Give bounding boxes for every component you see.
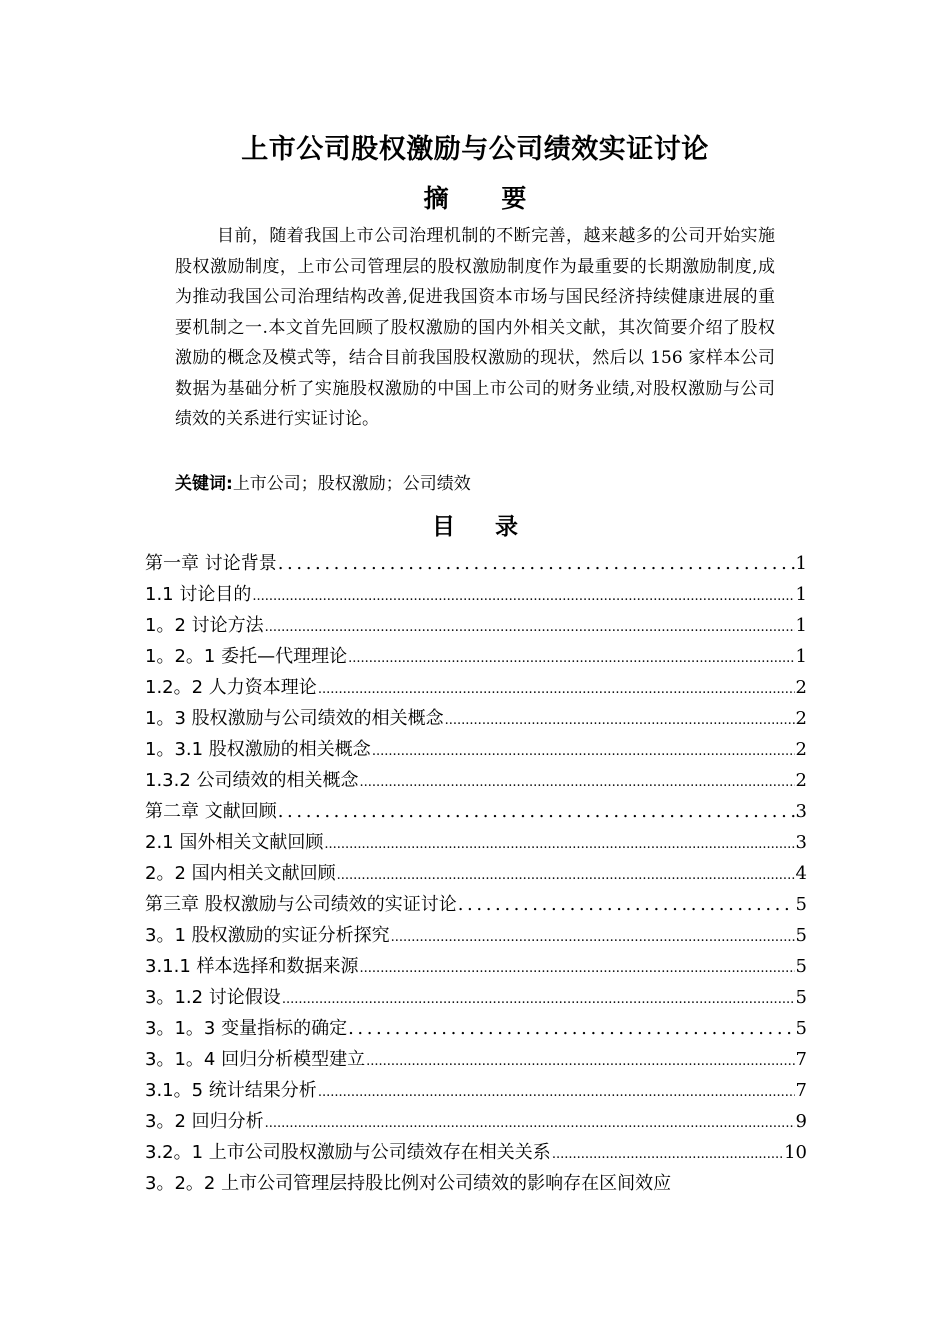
toc-page-number: 3 (795, 832, 807, 853)
toc-entry-title: 1。3.1 股权激励的相关概念 (145, 739, 371, 760)
toc-entry[interactable] (145, 889, 807, 920)
toc-entry[interactable] (145, 1106, 807, 1137)
toc-entry[interactable] (145, 548, 807, 579)
toc-page-number: 1 (795, 646, 807, 667)
toc-entry-title: 第三章 股权激励与公司绩效的实证讨论 (145, 894, 457, 915)
toc-leader-dots (552, 1139, 783, 1168)
abstract-heading: 摘 要 (423, 184, 549, 213)
toc-entry-title: 第二章 文献回顾 (145, 801, 277, 822)
toc-entry[interactable] (145, 1168, 807, 1199)
toc-leader-dots (265, 612, 795, 641)
toc-leader-dots (318, 674, 795, 703)
toc-page-number: 5 (795, 1018, 807, 1039)
toc-entry-title: 3。1。3 变量指标的确定 (145, 1018, 348, 1039)
toc-page-number: 5 (795, 894, 807, 915)
toc-leader-dots (348, 1013, 794, 1044)
toc-leader-dots (360, 767, 795, 796)
toc-page-number: 5 (795, 956, 807, 977)
toc-page-number: 2 (795, 708, 807, 729)
toc-entry-title: 3。2。2 上市公司管理层持股比例对公司绩效的影响存在区间效应 (145, 1173, 672, 1194)
toc-page-number: 9 (795, 1111, 807, 1132)
toc-entry-title: 1。2。1 委托—代理理论 (145, 646, 348, 667)
toc-leader-dots (278, 548, 795, 579)
toc-leader-dots (278, 796, 795, 827)
keywords-value: 上市公司；股权激励；公司绩效 (232, 474, 471, 494)
toc-leader-dots (348, 643, 794, 672)
toc-entry[interactable] (145, 610, 807, 641)
toc-leader-dots (252, 581, 794, 610)
toc-page-number: 5 (795, 925, 807, 946)
toc-page-number: 4 (795, 863, 807, 884)
toc-page-number: 5 (795, 987, 807, 1008)
table-of-contents (145, 548, 807, 1199)
toc-entry[interactable] (145, 920, 807, 951)
toc-page-number: 1 (795, 584, 807, 605)
toc-entry-title: 3。1。4 回归分析模型建立 (145, 1049, 366, 1070)
toc-leader-dots (318, 1077, 795, 1106)
toc-entry-title: 1.2。2 人力资本理论 (145, 677, 317, 698)
toc-entry[interactable] (145, 703, 807, 734)
toc-page-number: 2 (795, 770, 807, 791)
keywords-label: 关键词: (175, 474, 233, 494)
toc-entry[interactable] (145, 1044, 807, 1075)
toc-page-number: 3 (795, 801, 807, 822)
toc-leader-dots (360, 953, 795, 982)
toc-entry[interactable] (145, 672, 807, 703)
toc-entry-title: 1。3 股权激励与公司绩效的相关概念 (145, 708, 444, 729)
toc-page-number: 1 (795, 553, 807, 574)
toc-entry[interactable] (145, 982, 807, 1013)
toc-leader-dots (337, 860, 795, 889)
toc-entry[interactable] (145, 765, 807, 796)
toc-page-number: 7 (795, 1049, 807, 1070)
toc-entry[interactable] (145, 796, 807, 827)
abstract-text: 目前，随着我国上市公司治理机制的不断完善，越来越多的公司开始实施股权激励制度，上市公司管理层的股权激励制度作为最重要的长期激励制度,成为推动我国公司治理结构改善,促进我国资本市场与国民经济持续健康进展的重要机制之一.本文首先回顾了股权激励的国内外相关文献，其次简要介绍了股权激励的概念及模式等，结合目前我国股权激励的现状，然后以 156 家样本公司数据为基础分析了实施股权激励的中国上市公司的财务业绩,对股权激励与公司绩效的关系进行实证讨论。 (175, 226, 775, 429)
toc-page-number: 7 (795, 1080, 807, 1101)
toc-leader-dots (372, 736, 795, 765)
toc-entry[interactable] (145, 827, 807, 858)
toc-entry-title: 3.1。5 统计结果分析 (145, 1080, 317, 1101)
keywords-line (175, 469, 775, 499)
toc-entry-title: 3。2 回归分析 (145, 1111, 264, 1132)
toc-leader-dots (366, 1046, 794, 1075)
toc-entry-title: 3.2。1 上市公司股权激励与公司绩效存在相关关系 (145, 1142, 551, 1163)
toc-entry[interactable] (145, 1013, 807, 1044)
toc-entry-title: 2。2 国内相关文献回顾 (145, 863, 336, 884)
toc-page-number: 2 (795, 677, 807, 698)
toc-leader-dots (265, 1108, 795, 1137)
toc-entry[interactable] (145, 951, 807, 982)
toc-entry[interactable] (145, 579, 807, 610)
toc-entry[interactable] (145, 1075, 807, 1106)
toc-entry-title: 第一章 讨论背景 (145, 553, 277, 574)
toc-leader-dots (324, 829, 794, 858)
toc-heading: 目 录 (431, 514, 534, 540)
toc-leader-dots (458, 889, 795, 920)
toc-entry-title: 1.1 讨论目的 (145, 584, 252, 605)
toc-entry[interactable] (145, 641, 807, 672)
toc-leader-dots (282, 984, 795, 1013)
toc-entry-title: 3。1 股权激励的实证分析探究 (145, 925, 390, 946)
toc-entry-title: 3.1.1 样本选择和数据来源 (145, 956, 359, 977)
toc-entry[interactable] (145, 1137, 807, 1168)
toc-page-number: 1 (795, 615, 807, 636)
toc-leader-dots (391, 922, 795, 951)
toc-page-number: 2 (795, 739, 807, 760)
toc-entry[interactable] (145, 734, 807, 765)
toc-entry-title: 1.3.2 公司绩效的相关概念 (145, 770, 359, 791)
document-title: 上市公司股权激励与公司绩效实证讨论 (241, 134, 709, 165)
toc-entry-title: 2.1 国外相关文献回顾 (145, 832, 324, 853)
toc-page-number: 10 (784, 1142, 807, 1163)
toc-entry[interactable] (145, 858, 807, 889)
toc-leader-dots (445, 705, 795, 734)
toc-entry-title: 1。2 讨论方法 (145, 615, 264, 636)
toc-entry-title: 3。1.2 讨论假设 (145, 987, 281, 1008)
